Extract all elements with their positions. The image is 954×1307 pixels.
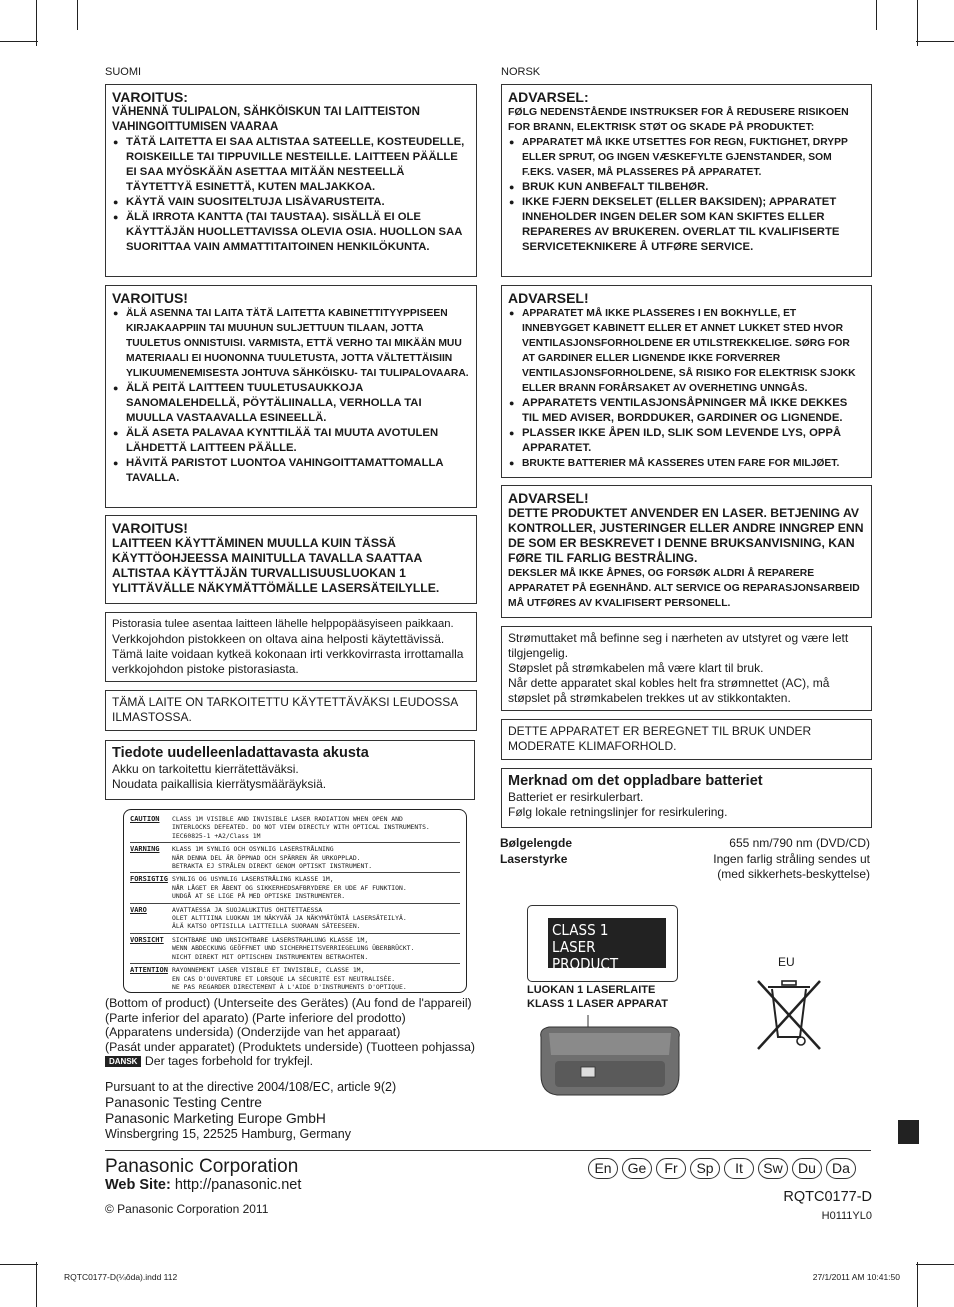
spec-value: Ingen farlig stråling sendes ut	[713, 851, 870, 866]
laser-row-key: ATTENTION	[130, 966, 168, 975]
eu-label: EU	[778, 955, 795, 969]
battery-title: Tiedote uudelleenladattavasta akusta	[112, 745, 369, 761]
warning-item: ● BRUKTE BATTERIER MÅ KASSERES UTEN FARE FOR MILJØET.	[508, 456, 865, 471]
laser-row	[130, 813, 460, 843]
footer-divider	[105, 1150, 871, 1151]
warning-title: ADVARSEL!	[508, 290, 589, 306]
address: Winsbergring 15, 22525 Hamburg, Germany	[105, 1127, 351, 1141]
fi-warning-box-3	[105, 515, 477, 604]
warning-item: ● ÄLÄ PEITÄ LAITTEEN TUULETUSAUKKOJA SANOMALEHDELLÄ, PÖYTÄLIINALLA, VERHOLLA TAI MUULLA VASTAAVALLA ESINEELLÄ.	[112, 381, 470, 426]
laser-row-key: VARNING	[130, 845, 160, 854]
warning-text: DETTE PRODUKTET ANVENDER EN LASER. BETJENING AV KONTROLLER, JUSTERINGER ELLER ANDRE INNGREP ENN DE SOM ER BESKREVET I DENNE BRUKSANVISNING, KAN FØRE TIL FARLIG BESTRÅLING.	[508, 506, 864, 565]
weee-bin-icon	[754, 975, 824, 1055]
warning-item: ● APPARATET MÅ IKKE UTSETTES FOR REGN, FUKTIGHET, DRYPP ELLER SPRUT, OG INGEN VÆSKEFYLTE GJENSTANDER, SOM F.EKS. VASER, MÅ PLASSERES PÅ APPARATET.	[508, 135, 865, 180]
warning-title: ADVARSEL:	[508, 89, 589, 105]
caption-line: (Bottom of product) (Unterseite des Gerätes) (Au fond de l'appareil)	[105, 996, 472, 1010]
warning-title: VAROITUS!	[112, 290, 188, 306]
class1-laser-label	[527, 905, 678, 982]
warning-item: ● BRUK KUN ANBEFALT TILBEHØR.	[508, 180, 865, 195]
no-warning-box-2	[501, 285, 872, 478]
crop-mark	[0, 1264, 38, 1265]
fi-outlet-box	[105, 612, 477, 682]
battery-title: Merknad om det oppladbare batteriet	[508, 773, 763, 789]
website-label: Web Site:	[105, 1177, 171, 1193]
print-date-info: 27/1/2011 AM 10:41:50	[812, 1272, 900, 1282]
language-label-norsk: NORSK	[501, 66, 541, 78]
language-code: Ge	[622, 1158, 652, 1179]
laser-row-key: CAUTION	[130, 815, 160, 823]
language-codes	[588, 1158, 856, 1179]
spec-key: Laserstyrke	[500, 851, 568, 866]
laser-row	[130, 934, 460, 964]
laser-row-text: RAYONNEMENT LASER VISIBLE ET INVISIBLE, CLASSE 1M, EN CAS D'OUVERTURE ET LORSQUE LA SÉCURITÉ EST NEUTRALISÉE. NE PAS REGARDER DIRECTEMENT À L'AIDE D'INSTRUMENTS D'OPTIQUE.	[172, 966, 407, 991]
battery-line: Akku on tarkoitettu kierrätettäväksi.	[112, 762, 299, 776]
spec-value: (med sikkerhets-beskyttelse)	[717, 867, 870, 881]
laser-row-text: SICHTBARE UND UNSICHTBARE LASERSTRAHLUNG KLASSE 1M, WENN ABDECKUNG GEÖFFNET UND SICHERHEITSVERRIEGELUNG ÜBERBRÜCKT. NICHT DIREKT MIT OPTISCHEN INSTRUMENTEN BETRACHTEN.	[172, 935, 415, 961]
page-tab-marker	[898, 1120, 919, 1144]
sub-code: H0111YL0	[821, 1210, 872, 1222]
fi-climate-box	[105, 690, 477, 731]
no-warning-box-1	[501, 84, 872, 277]
outlet-text: Strømuttaket må befinne seg i nærheten av utstyret og være lett tilgjengelig. Støpslet på strømkabelen må være klart til bruk. Når dette apparatet skal kobles helt fra strømnettet (AC), må støpslet på strømkabelen trekkes ut av stikkontakten.	[508, 631, 849, 705]
warning-item: ● PLASSER IKKE ÅPEN ILD, SLIK SOM LEVENDE LYS, OPPÅ APPARATET.	[508, 426, 865, 456]
website-url[interactable]: http://panasonic.net	[174, 1177, 302, 1193]
warning-item: ● ÄLÄ ASENNA TAI LAITA TÄTÄ LAITETTA KABINETTITYYPPISEEN KIRJAKAAPPIIN TAI MUUHUN SULJETTUUN TILAAN, JOTTA TUULETUS ONNISTUISI. VARMISTA, ETTÄ VERHO TAI MIKÄÄN MUU MATERIAALI EI HUONONNA TUULETUSTA, JOTTA VÄLTETTÄISIIN YLIKUUMENEMISESTA JOHTUVA SÄHKÖISKU- TAI TULIPALOVAARA.	[112, 306, 470, 381]
caption-line: (Apparatens undersida) (Onderzijde van het apparaat)	[105, 1025, 401, 1039]
battery-line: Batteriet er resirkulerbart.	[508, 790, 644, 804]
language-code: Du	[792, 1158, 822, 1179]
warning-title: VAROITUS:	[112, 89, 188, 105]
website-line	[105, 1177, 301, 1193]
company-name: Panasonic Corporation	[105, 1156, 299, 1177]
climate-text: TÄMÄ LAITE ON TARKOITETTU KÄYTETTÄVÄKSI LEUDOSSA ILMASTOSSA.	[112, 695, 458, 724]
laser-row	[130, 873, 460, 903]
crop-mark	[36, 0, 37, 46]
crop-mark	[36, 1262, 37, 1307]
laser-row-text: CLASS 1M VISIBLE AND INVISIBLE LASER RADIATION WHEN OPEN AND INTERLOCKS DEFEATED. DO NOT VIEW DIRECTLY WITH OPTICAL INSTRUMENTS. IEC60825-1 +A2/Class 1M	[172, 815, 430, 840]
language-code: It	[724, 1158, 754, 1179]
crop-mark	[917, 1262, 918, 1307]
crop-mark	[916, 41, 954, 42]
warning-item: ● TÄTÄ LAITETTA EI SAA ALTISTAA SATEELLE, KOSTEUDELLE, ROISKEILLE TAI TIPPUVILLE NESTEILLE. LAITTEEN PÄÄLLE EI SAA MYÖSKÄÄN ASETTAA MITÄÄN NESTEELLÄ TÄYTETTYÄ ESINETTÄ, KUTEN MALJAKKOA.	[112, 135, 470, 195]
crop-mark	[77, 0, 78, 30]
language-label-suomi: SUOMI	[105, 66, 142, 78]
crop-mark	[916, 1264, 954, 1265]
marketing-europe: Panasonic Marketing Europe GmbH	[105, 1111, 326, 1126]
directive-block	[105, 1080, 525, 1142]
laser-row-text: SYNLIG OG USYNLIG LASERSTRÅLING KLASSE 1M, NÅR LÅGET ER ÅBENT OG SIKKERHEDSAFBRYDERE ER UDE AF FUNKTION. UNDGÅ AT SE LIGE PÅ MED OPTISKE INSTRUMENTER.	[172, 875, 407, 901]
language-code: Sw	[758, 1158, 788, 1179]
spec-row	[500, 852, 870, 868]
no-outlet-box	[501, 626, 872, 711]
laser-row-key: FORSIGTIG	[130, 875, 168, 884]
spec-row	[500, 867, 870, 883]
model-number: RQTC0177-D	[783, 1189, 872, 1205]
warning-item: ● APPARATET MÅ IKKE PLASSERES I EN BOKHYLLE, ET INNEBYGGET KABINETT ELLER ET ANNET LUKKET STED HVOR VENTILASJONSFORHOLDENE ER UTILSTREKKELIGE. SØRG FOR AT GARDINER ELLER LIGNENDE IKKE FORVERRER VENTILASJONSFORHOLDENE, SÅ RISIKO FOR ELEKTRISK SJOKK ELLER BRANN FORÅRSAKET AV OVERHETING UNNGÅS.	[508, 306, 865, 396]
laser-row	[130, 904, 460, 934]
laser-caution-label	[123, 809, 467, 993]
climate-text: DETTE APPARATET ER BEREGNET TIL BRUK UNDER MODERATE KLIMAFORHOLD.	[508, 724, 812, 753]
caption-line: LUOKAN 1 LASERLAITE	[527, 984, 656, 996]
caption-line: (Pasát under apparatet) (Produktets underside) (Tuotteen pohjassa)	[105, 1039, 476, 1054]
fi-warning-box-2	[105, 285, 477, 508]
warning-text: DEKSLER MÅ IKKE ÅPNES, OG FORSØK ALDRI Å REPARERE APPARATET PÅ EGENHÅND. ALT SERVICE OG REPARASJONSARBEID MÅ UTFØRES AV KVALIFISERT PERSONELL.	[508, 568, 860, 609]
laser-row-key: VARO	[130, 905, 147, 914]
fi-warning-box-1	[105, 84, 477, 277]
warning-title: ADVARSEL!	[508, 490, 589, 506]
print-file-info: RQTC0177-D(¼ôda).indd 112	[64, 1272, 178, 1282]
testing-centre: Panasonic Testing Centre	[105, 1095, 262, 1110]
spec-key: Bølgelengde	[500, 836, 573, 850]
crop-mark	[0, 41, 38, 42]
product-bottom-caption	[105, 996, 515, 1069]
caption-line-dansk	[105, 1054, 515, 1069]
no-battery-box	[501, 768, 872, 828]
warning-item: ● ÄLÄ IRROTA KANTTA (TAI TAUSTAA). SISÄLLÄ EI OLE KÄYTTÄJÄN HUOLLETTAVISSA OLEVIA OSIA. HUOLLON SAA SUORITTAA VAIN AMMATTITAITOINEN HENKILÖKUNTA.	[112, 210, 470, 255]
class-line: CLASS 1	[552, 921, 609, 939]
battery-line: Følg lokale retningslinjer for resirkulering.	[508, 805, 728, 819]
language-code: Fr	[656, 1158, 686, 1179]
caption-line: (Parte inferior del aparato) (Parte inferiore del prodotto)	[105, 1010, 406, 1025]
laser-row-text: AVATTAESSA JA SUOJALUKITUS OHITETTAESSA OLET ALTTIINA LUOKAN 1M NÄKYVÄÄ JA NÄKYMÄTÖNTÄ LASERSÄTEILYÄ. ÄLÄ KATSO OPTISILLA LAITTEILLA SUORAAN SÄTEESEEN.	[172, 905, 407, 931]
warning-item: ● ÄLÄ ASETA PALAVAA KYNTTILÄÄ TAI MUUTA AVOTULEN LÄHDETTÄ LAITTEEN PÄÄLLE.	[112, 426, 470, 456]
laser-row-key: VORSICHT	[130, 935, 164, 944]
crop-mark	[917, 0, 918, 46]
caption-text: Der tages forbehold for trykfejl.	[144, 1054, 314, 1068]
spec-row	[500, 836, 870, 852]
copyright: © Panasonic Corporation 2011	[105, 1202, 269, 1216]
laser-row-text: KLASS 1M SYNLIG OCH OSYNLIG LASERSTRÅLNING NÄR DENNA DEL ÄR ÖPPNAD OCH SPÄRREN ÄR URKOPPLAD. BETRAKTA EJ STRÅLEN DIREKT GENOM OPTISKT INSTRUMENT.	[172, 845, 373, 871]
laser-row	[130, 843, 460, 873]
language-code: En	[588, 1158, 618, 1179]
class1-caption	[527, 984, 668, 1011]
language-code: Da	[826, 1158, 856, 1179]
fi-battery-box	[105, 740, 475, 800]
directive-line: Pursuant to at the directive 2004/108/EC, article 9(2)	[105, 1080, 397, 1094]
class1-label-inner	[548, 918, 666, 973]
warning-item: ● HÄVITÄ PARISTOT LUONTOA VAHINGOITTAMATTOMALLA TAVALLA.	[112, 456, 470, 486]
battery-line: Noudata paikallisia kierrätysmääräyksiä.	[112, 777, 327, 791]
warning-title: VAROITUS!	[112, 520, 188, 536]
dansk-tag: DANSK	[105, 1056, 141, 1067]
warning-item: ● IKKE FJERN DEKSELET (ELLER BAKSIDEN); APPARATET INNEHOLDER INGEN DELER SOM KAN SKIFTES ELLER REPARERES AV BRUKEREN. OVERLAT TIL KVALIFISERTE SERVICETEKNIKERE Å UTFØRE SERVICE.	[508, 195, 865, 255]
warning-text: LAITTEEN KÄYTTÄMINEN MUULLA KUIN TÄSSÄ KÄYTTÖOHJEESSA MAINITULLA TAVALLA SAATTAA ALTISTAA KÄYTTÄJÄN TURVALLISUUSLUOKAN 1 YLITTÄVÄLLE NÄKYMÄTTÖMÄLLE LASERSÄTEILYLLE.	[112, 536, 440, 595]
warning-item: ● APPARATETS VENTILASJONSÅPNINGER MÅ IKKE DEKKES TIL MED AVISER, BORDDUKER, GARDINER OG LIGNENDE.	[508, 396, 865, 426]
caption-line: KLASS 1 LASER APPARAT	[527, 997, 668, 1010]
warning-subtitle: FØLG NEDENSTÅENDE INSTRUKSER FOR Å REDUSERE RISIKOEN FOR BRANN, ELEKTRISK STØT OG SKADE PÅ PRODUKTET:	[508, 106, 849, 133]
no-warning-box-3	[501, 485, 872, 618]
no-climate-box	[501, 719, 872, 760]
warning-subtitle: VÄHENNÄ TULIPALON, SÄHKÖISKUN TAI LAITTEISTON VAHINGOITTUMISEN VAARAA	[112, 106, 420, 133]
class-line: LASER PRODUCT	[552, 938, 619, 973]
spec-value: 655 nm/790 nm (DVD/CD)	[729, 836, 870, 850]
language-code: Sp	[690, 1158, 720, 1179]
laser-specs	[500, 836, 870, 883]
laser-row	[130, 964, 460, 993]
outlet-text-first: Pistorasia tulee asentaa laitteen lähelle helppopääsyiseen paikkaan.	[112, 618, 454, 630]
crop-mark	[876, 0, 877, 30]
warning-item: ● KÄYTÄ VAIN SUOSITELTUJA LISÄVARUSTEITA.	[112, 195, 470, 210]
outlet-text: Verkkojohdon pistokkeen on oltava aina helposti käytettävissä. Tämä laite voidaan kytkeä kokonaan irti verkkovirrasta irrottamalla verkkojohdon pistoke pistorasiasta.	[112, 632, 464, 676]
product-bottom-illustration	[535, 1015, 685, 1097]
